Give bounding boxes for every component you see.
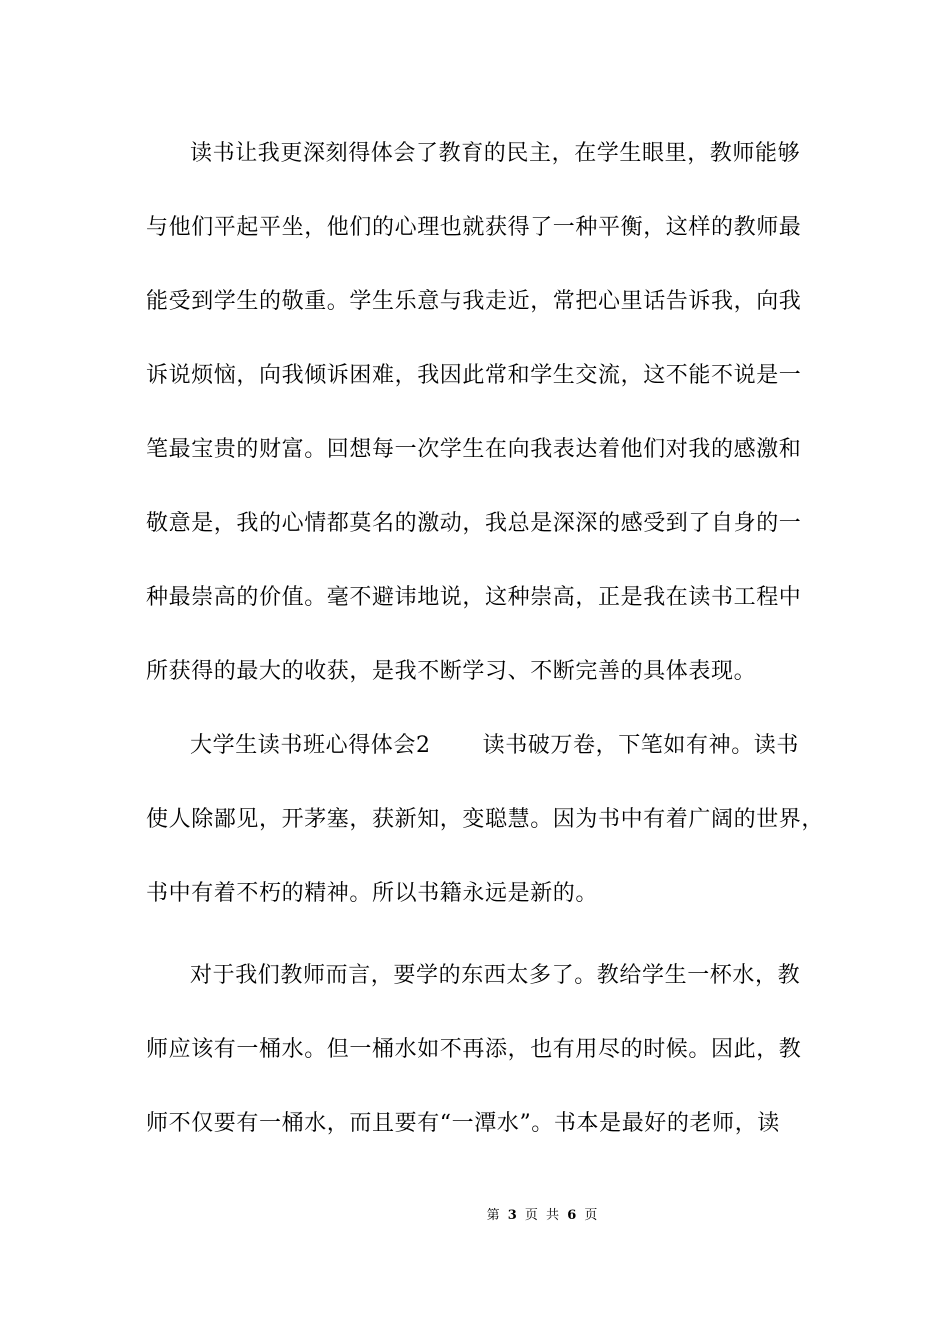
paragraph-line: 所获得的最大的收获，是我不断学习、不断完善的具体表现。: [146, 659, 757, 684]
paragraph-line: [190, 728, 870, 764]
paragraph-line: 对于我们教师而言，要学的东西太多了。教给学生一杯水，教: [190, 963, 801, 988]
current-page-number: 3: [507, 1208, 519, 1223]
paragraph-line: 读书让我更深刻得体会了教育的民主，在学生眼里，教师能够: [190, 141, 801, 166]
footer-suffix: 页: [584, 1208, 600, 1223]
footer-prefix: 第: [486, 1208, 502, 1223]
paragraph-line: 与他们平起平坐，他们的心理也就获得了一种平衡，这样的教师最: [146, 215, 802, 240]
paragraph-line: 笔最宝贵的财富。回想每一次学生在向我表达着他们对我的感激和: [146, 437, 802, 462]
paragraph-text: 读书破万卷，下笔如有神。读书: [482, 733, 800, 758]
paragraph-line: 敬意是，我的心情都莫名的激动，我总是深深的感受到了自身的一: [146, 511, 802, 536]
section-heading: 大学生读书班心得体会2: [190, 733, 431, 758]
paragraph-line: 种最崇高的价值。毫不避讳地说，这种崇高，正是我在读书工程中: [146, 585, 802, 610]
paragraph-line: 使人除鄙见，开茅塞，获新知，变聪慧。因为书中有着广阔的世界，: [146, 807, 825, 832]
paragraph-line: 师不仅要有一桶水，而且要有“一潭水”。书本是最好的老师，读: [146, 1111, 780, 1136]
paragraph-line: 师应该有一桶水。但一桶水如不再添，也有用尽的时候。因此，教: [146, 1037, 802, 1062]
paragraph-line: 能受到学生的敬重。学生乐意与我走近，常把心里话告诉我，向我: [146, 289, 802, 314]
paragraph-line: 诉说烦恼，向我倾诉困难，我因此常和学生交流，这不能不说是一: [146, 363, 802, 388]
page-footer: [0, 1206, 950, 1226]
paragraph-line: 书中有着不朽的精神。所以书籍永远是新的。: [146, 881, 599, 906]
total-pages-number: 6: [567, 1208, 579, 1223]
footer-middle: 页 共: [524, 1208, 562, 1223]
